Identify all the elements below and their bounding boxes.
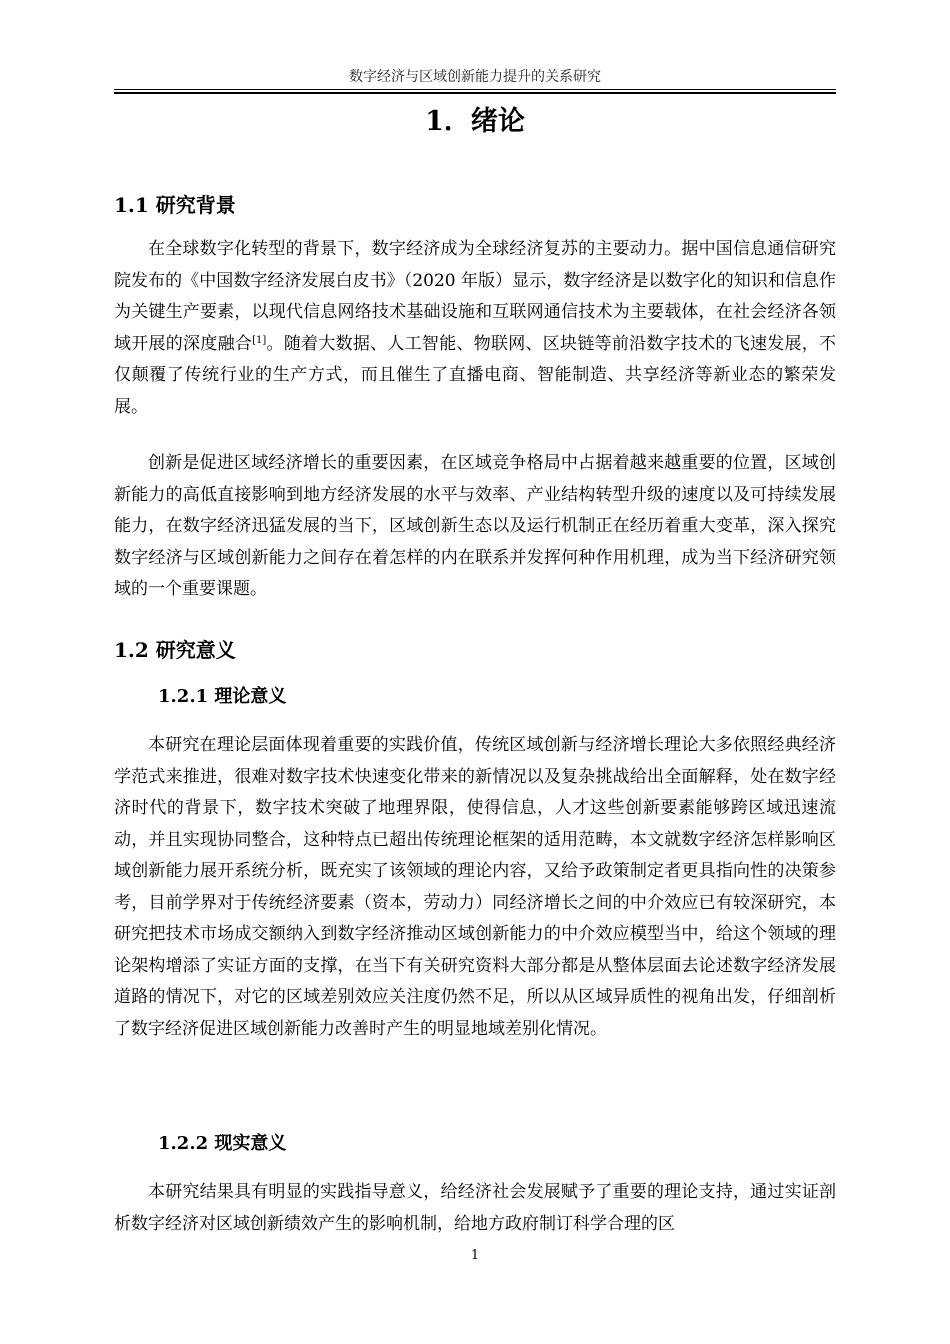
paragraph-theory: 本研究在理论层面体现着重要的实践价值，传统区域创新与经济增长理论大多依照经典经济学范式来推进，很难对数字技术快速变化带来的新情况以及复杂挑战给出全面解释，处在数字经济时代的背景下，数字技术突破了地理界限，使得信息，人才这些创新要素能够跨区域迅速流动，并且实现协同整合，这种特点已超出传统理论框架的适用范畴，本文就数字经济怎样影响区域创新能力展开系统分析，既充实了该领域的理论内容，又给予政策制定者更具指向性的决策参考，目前学界对于传统经济要素（资本，劳动力）同经济增长之间的中介效应已有较深研究，本研究把技术市场成交额纳入到数字经济推动区域创新能力的中介效应模型当中，给这个领域的理论架构增添了实证方面的支撑，在当下有关研究资料大部分都是从整体层面去论述数字经济发展道路的情况下，对它的区域差别效应关注度仍然不足，所以从区域异质性的视角出发，仔细剖析了数字经济促进区域创新能力改善时产生的明显地域差别化情况。: [114, 735, 836, 1039]
section-heading-1-1: 1.1 研究背景: [114, 193, 236, 217]
subsection-heading-1-2-1: 1.2.1 理论意义: [158, 686, 287, 707]
page-number: 1: [470, 1248, 480, 1263]
paragraph-text: 。随着大数据、人工智能、物联网、区块链等前沿数字技术的飞速发展，不仅颠覆了传统行业的生产方式，而且催生了直播电商、智能制造、共享经济等新业态的繁荣发展。: [114, 333, 837, 417]
paragraph-text: 在全球数字化转型的背景下，数字经济成为全球经济复苏的主要动力。据中国信息通信研究院发布的《中国数字经济发展白皮书》（2020 年版）显示，数字经济是以数字化的知识和信息作为关键生产要素，以现代信息网络技术基础设施和互联网通信技术为主要载体，在社会经济各领域开展的深度融合: [114, 239, 836, 354]
paragraph-background-1: [114, 234, 836, 423]
chapter-title: 1．绪论: [425, 106, 525, 137]
running-header: 数字经济与区域创新能力提升的关系研究: [349, 69, 601, 85]
paragraph-background-2: 创新是促进区域经济增长的重要因素，在区域竞争格局中占据着越来越重要的位置，区域创新能力的高低直接影响到地方经济发展的水平与效率、产业结构转型升级的速度以及可持续发展能力，在数字经济迅猛发展的当下，区域创新生态以及运行机制正在经历着重大变革，深入探究数字经济与区域创新能力之间存在着怎样的内在联系并发挥何种作用机理，成为当下经济研究领域的一个重要课题。: [114, 453, 836, 599]
header-rule-thick: [114, 92, 836, 94]
citation-ref[interactable]: [1]: [252, 334, 267, 346]
header-rule-thin: [114, 89, 836, 90]
subsection-heading-1-2-2: 1.2.2 现实意义: [158, 1133, 287, 1154]
section-heading-1-2: 1.2 研究意义: [114, 638, 236, 662]
paragraph-practice: 本研究结果具有明显的实践指导意义，给经济社会发展赋予了重要的理论支持，通过实证剖析数字经济对区域创新绩效产生的影响机制，给地方政府制订科学合理的区: [114, 1182, 836, 1234]
